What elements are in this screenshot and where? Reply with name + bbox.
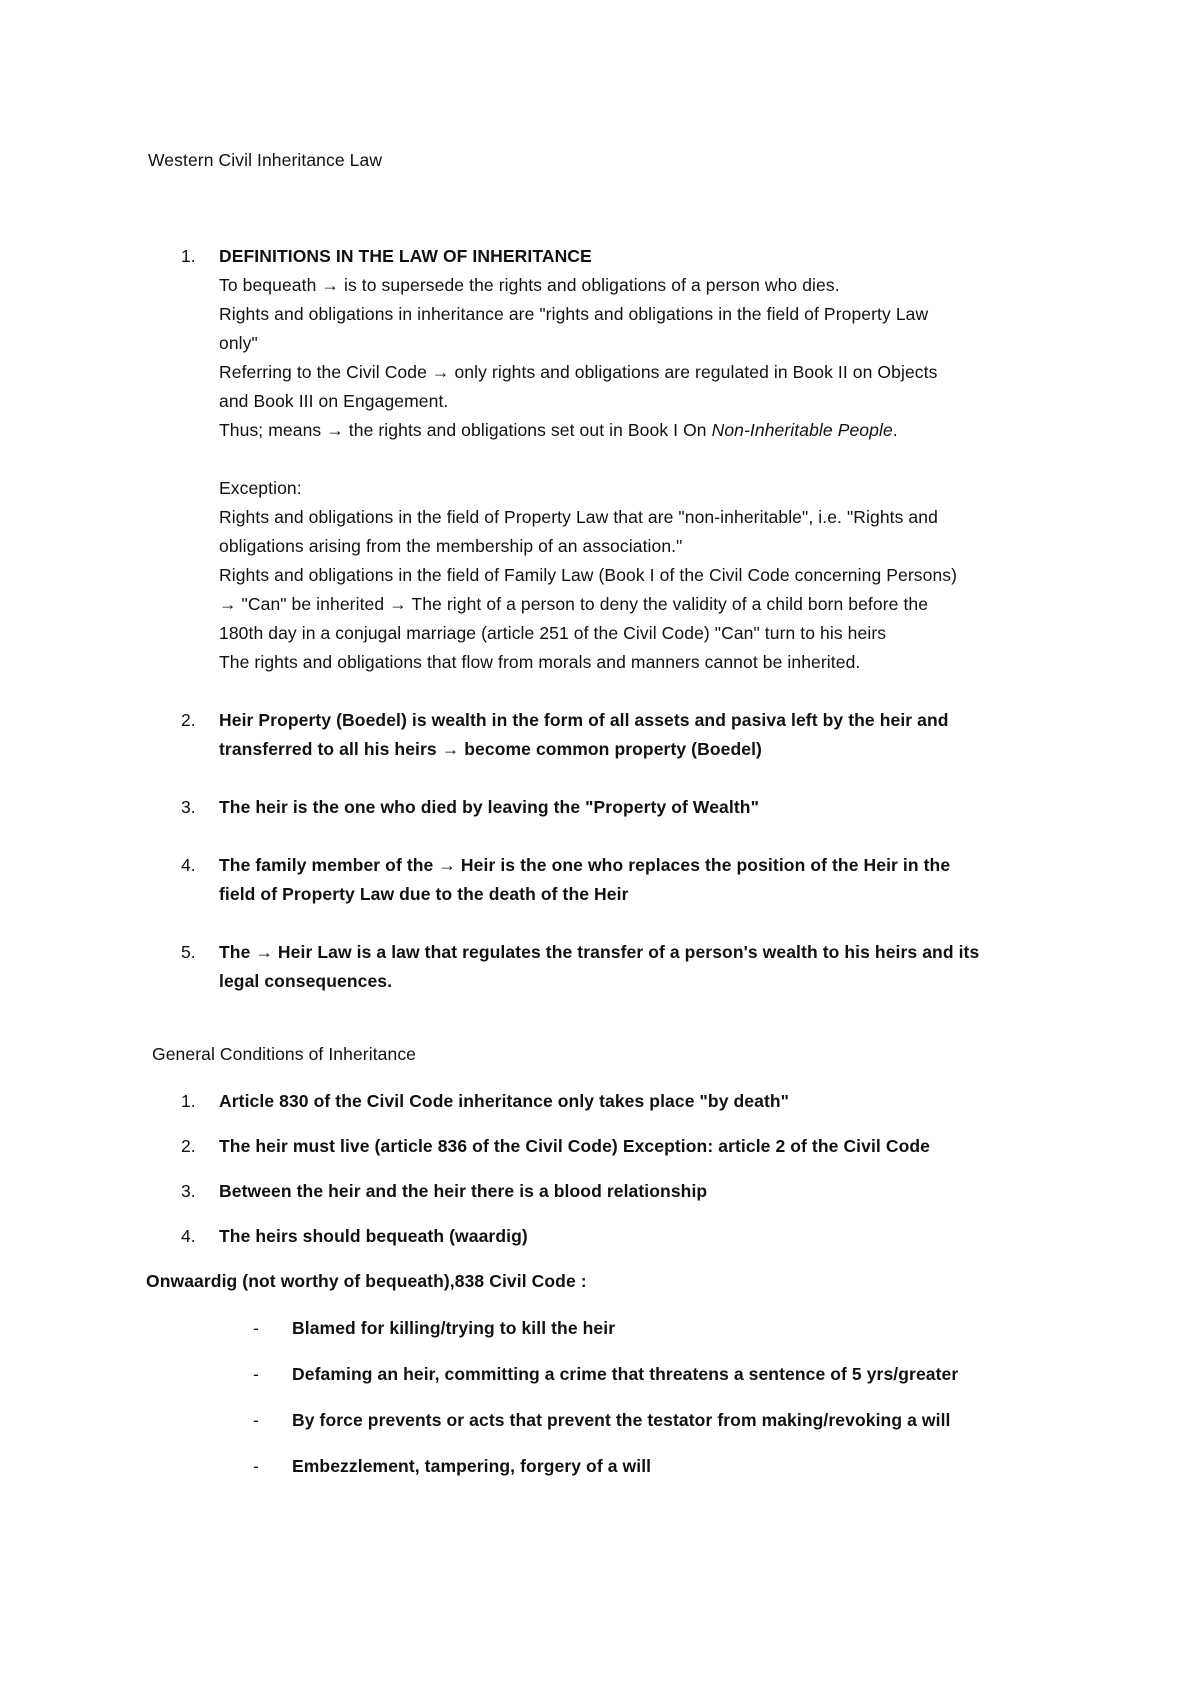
onwaardig-heading: Onwaardig (not worthy of bequeath),838 Civil Code : — [146, 1271, 587, 1291]
list-number: 3. — [181, 797, 196, 817]
list-item-line: The heir is the one who died by leaving the "Property of Wealth" — [219, 797, 759, 817]
exception-label: Exception: — [219, 478, 302, 498]
list-number: 5. — [181, 942, 196, 962]
doc-title: Western Civil Inheritance Law — [148, 150, 383, 170]
bullet-dash: - — [253, 1364, 259, 1384]
list-item-line: The heirs should bequeath (waardig) — [219, 1226, 528, 1246]
list-item-line: The heir must live (article 836 of the Civil Code) Exception: article 2 of the Civil Code — [219, 1136, 931, 1156]
body-line-thus — [219, 418, 898, 442]
body-line: To bequeath → is to supersede the rights and obligations of a person who dies. — [219, 275, 840, 295]
section-heading: General Conditions of Inheritance — [152, 1044, 417, 1064]
bullet-dash: - — [253, 1318, 259, 1338]
thus-italic-text: Non-Inheritable People — [711, 420, 893, 440]
list-number: 2. — [181, 710, 196, 730]
section-heading: DEFINITIONS IN THE LAW OF INHERITANCE — [219, 246, 592, 266]
list-number: 4. — [181, 1226, 196, 1246]
bullet-dash: - — [253, 1410, 259, 1430]
list-number: 1. — [181, 1091, 196, 1111]
list-item-line: legal consequences. — [219, 971, 393, 991]
body-line: and Book III on Engagement. — [219, 391, 449, 411]
list-item-line: Between the heir and the heir there is a blood relationship — [219, 1181, 708, 1201]
list-item-line: Article 830 of the Civil Code inheritance only takes place "by death" — [219, 1091, 790, 1111]
list-number: 1. — [181, 246, 196, 266]
body-line: only" — [219, 333, 258, 353]
body-line: The rights and obligations that flow from morals and manners cannot be inherited. — [219, 652, 861, 672]
list-number: 2. — [181, 1136, 196, 1156]
list-number: 3. — [181, 1181, 196, 1201]
bullet-dash: - — [253, 1456, 259, 1476]
body-line: Referring to the Civil Code → only rights and obligations are regulated in Book II on Objects — [219, 362, 938, 382]
body-line: Rights and obligations in the field of Property Law that are "non-inheritable", i.e. "Rights and — [219, 507, 938, 527]
bullet-item: By force prevents or acts that prevent the testator from making/revoking a will — [292, 1410, 951, 1430]
body-line: obligations arising from the membership of an association." — [219, 536, 683, 556]
body-line: Rights and obligations in inheritance are "rights and obligations in the field of Property Law — [219, 304, 929, 324]
body-line: 180th day in a conjugal marriage (article 251 of the Civil Code) "Can" turn to his heirs — [219, 623, 887, 643]
thus-suffix: . — [892, 420, 898, 440]
bullet-item: Blamed for killing/trying to kill the heir — [292, 1318, 616, 1338]
thus-text: Thus; means → the rights and obligations set out in Book I On — [219, 420, 712, 440]
bullet-item: Embezzlement, tampering, forgery of a will — [292, 1456, 652, 1476]
list-number: 4. — [181, 855, 196, 875]
list-item-line: transferred to all his heirs → become common property (Boedel) — [219, 739, 762, 759]
list-item-line: The family member of the → Heir is the one who replaces the position of the Heir in the — [219, 855, 951, 875]
body-line: Rights and obligations in the field of Family Law (Book I of the Civil Code concerning Persons) — [219, 565, 958, 585]
list-item-line: field of Property Law due to the death of the Heir — [219, 884, 629, 904]
list-item-line: The → Heir Law is a law that regulates the transfer of a person's wealth to his heirs and its — [219, 942, 980, 962]
bullet-item: Defaming an heir, committing a crime that threatens a sentence of 5 yrs/greater — [292, 1364, 959, 1384]
body-line: → "Can" be inherited → The right of a person to deny the validity of a child born before the — [219, 594, 929, 614]
list-item-line: Heir Property (Boedel) is wealth in the form of all assets and pasiva left by the heir and — [219, 710, 949, 730]
